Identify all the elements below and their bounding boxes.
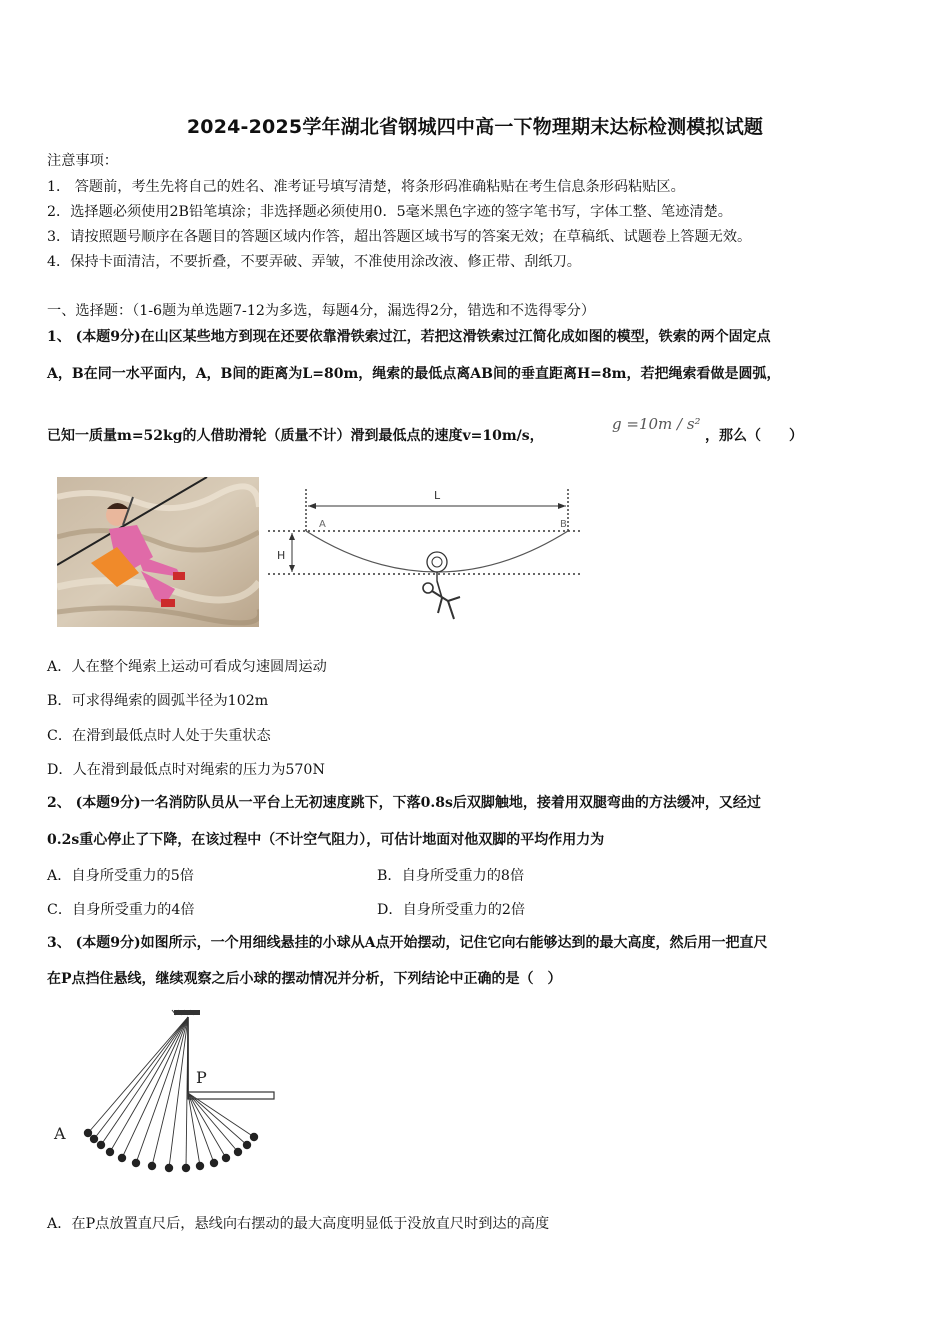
q3-line-1: 3、 (本题9分)如图所示，一个用细线悬挂的小球从A点开始摆动，记住它向右能够达到的最大高度，然后用一把直尺 bbox=[47, 935, 768, 951]
q2-line-1: 2、 (本题9分)一名消防队员从一平台上无初速度跳下，下落0.8s后双脚触地，接着用双腿弯曲的方法缓冲，又经过 bbox=[47, 795, 761, 811]
q2-option-c[interactable]: C．自身所受重力的4倍 bbox=[47, 902, 195, 918]
notice-item-2: 2．选择题必须使用2B铅笔填涂；非选择题必须使用0．5毫米黑色字迹的签字笔书写，字体工整、笔迹清楚。 bbox=[47, 204, 732, 220]
q3-line-2: 在P点挡住悬线，继续观察之后小球的摆动情况并分析，下列结论中正确的是（ ） bbox=[47, 971, 562, 987]
label-B: B bbox=[560, 519, 567, 530]
q1-option-c[interactable]: C．在滑到最低点时人处于失重状态 bbox=[47, 728, 271, 744]
q3-option-a[interactable]: A．在P点放置直尺后，悬线向右摆动的最大高度明显低于没放直尺时到达的高度 bbox=[47, 1216, 550, 1232]
gravity-expression: g =10m / s² bbox=[612, 415, 701, 433]
pendulum-diagram bbox=[48, 1005, 283, 1190]
q2-option-d[interactable]: D．自身所受重力的2倍 bbox=[377, 902, 526, 918]
zipline-photo bbox=[57, 477, 259, 627]
q2-line-2: 0.2s重心停止了下降，在该过程中（不计空气阻力），可估计地面对他双脚的平均作用力为 bbox=[47, 832, 605, 848]
q1-option-a[interactable]: A．人在整个绳索上运动可看成匀速圆周运动 bbox=[47, 659, 327, 675]
notice-heading: 注意事项： bbox=[47, 153, 118, 169]
q1-line-3-end: ，那么（ ） bbox=[705, 428, 803, 444]
label-P: P bbox=[196, 1068, 207, 1087]
q1-line-3: 已知一质量m=52kg的人借助滑轮（质量不计）滑到最低点的速度v=10m/s， bbox=[47, 428, 544, 444]
q1-option-b[interactable]: B．可求得绳索的圆弧半径为102m bbox=[47, 693, 269, 709]
page-title: 2024-2025学年湖北省钢城四中高一下物理期末达标检测模拟试题 bbox=[186, 116, 764, 138]
q2-option-a[interactable]: A．自身所受重力的5倍 bbox=[47, 868, 194, 884]
q1-line-2: A，B在同一水平面内，A，B间的距离为L=80m，绳索的最低点离AB间的垂直距离H=8m，若把绳索看做是圆弧， bbox=[47, 366, 781, 382]
notice-item-3: 3．请按照题号顺序在各题目的答题区域内作答，超出答题区域书写的答案无效；在草稿纸、试题卷上答题无效。 bbox=[47, 229, 752, 245]
q2-option-b[interactable]: B．自身所受重力的8倍 bbox=[377, 868, 525, 884]
q1-line-1: 1、 (本题9分)在山区某些地方到现在还要依靠滑铁索过江，若把这滑铁索过江简化成如图的模型，铁索的两个固定点 bbox=[47, 329, 771, 345]
label-A-pendulum: A bbox=[54, 1124, 66, 1143]
section-heading: 一、选择题：（1-6题为单选题7-12为多选，每题4分，漏选得2分，错选和不选得零分） bbox=[47, 303, 596, 319]
notice-item-1: 1． 答题前，考生先将自己的姓名、准考证号填写清楚，将条形码准确粘贴在考生信息条形码粘贴区。 bbox=[47, 179, 685, 195]
q1-option-d[interactable]: D．人在滑到最低点时对绳索的压力为570N bbox=[47, 762, 325, 778]
zipline-diagram bbox=[262, 483, 582, 628]
label-H: H bbox=[277, 549, 286, 562]
label-A: A bbox=[319, 519, 326, 530]
notice-item-4: 4．保持卡面清洁，不要折叠，不要弄破、弄皱，不准使用涂改液、修正带、刮纸刀。 bbox=[47, 254, 581, 270]
label-L: L bbox=[434, 489, 441, 502]
